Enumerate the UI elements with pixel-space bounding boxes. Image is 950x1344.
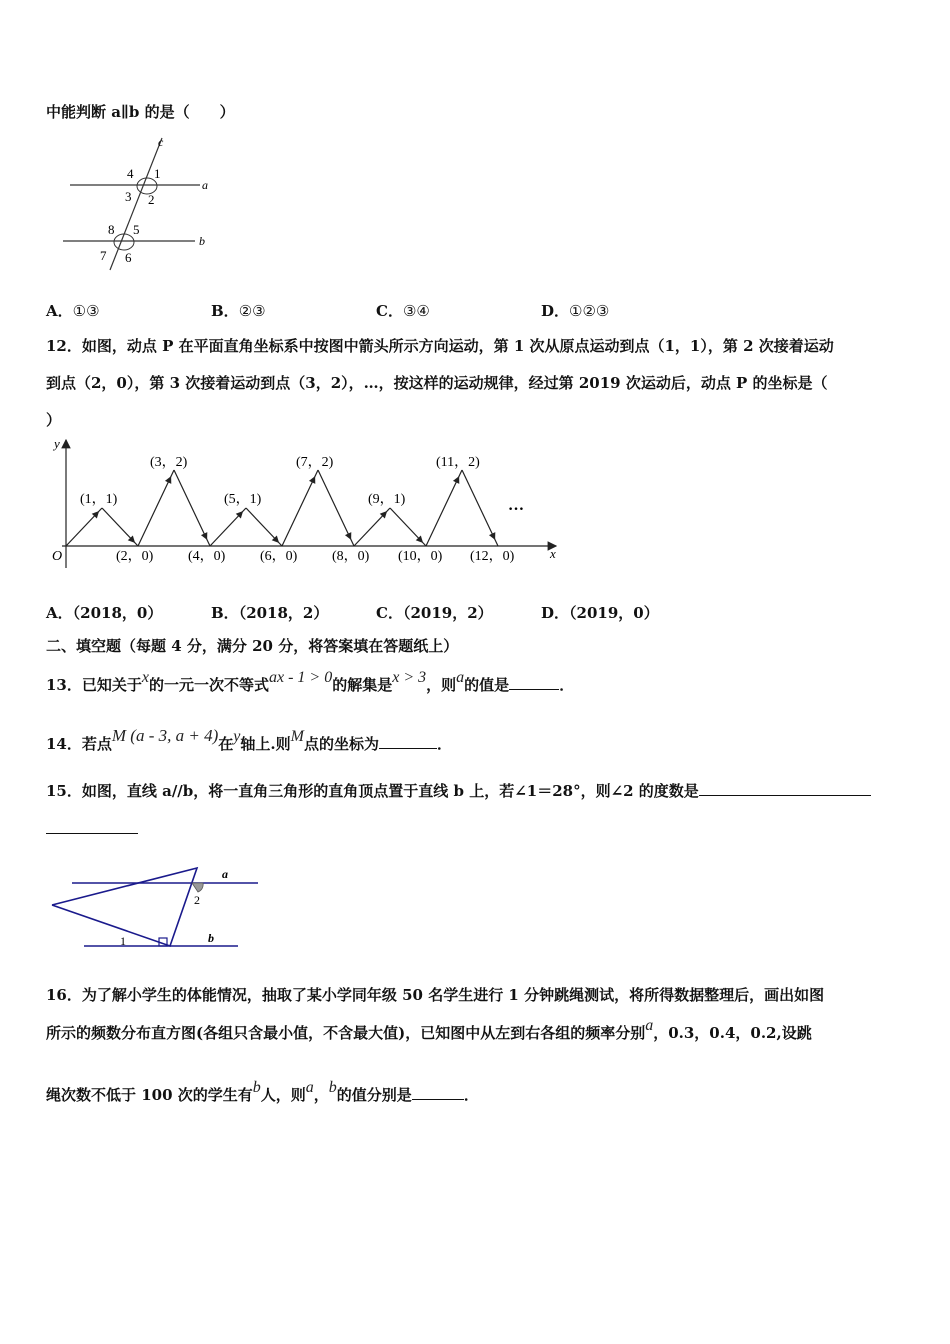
q12-line1: 12．如图，动点 P 在平面直角坐标系中按图中箭头所示方向运动，第 1 次从原点运动到点（1，1），第 2 次接着运动 bbox=[46, 337, 834, 355]
q13-text-4: ，则 bbox=[426, 676, 457, 694]
q13-text-6: ． bbox=[559, 676, 575, 694]
label-a: a bbox=[202, 178, 208, 192]
label-c: c bbox=[158, 135, 164, 149]
peak-label-11: (11，2) bbox=[436, 455, 480, 470]
label-4: 4 bbox=[127, 166, 134, 181]
label-8: 8 bbox=[108, 222, 115, 237]
q14-math-m: M bbox=[290, 728, 304, 745]
q13-math-solution: x > 3 bbox=[392, 669, 427, 686]
angle-arc-bottom bbox=[114, 234, 134, 250]
q16-line1: 16．为了解小学生的体能情况，抽取了某小学同年级 50 名学生进行 1 分钟跳绳测试，将所得数据整理后，画出如图 bbox=[46, 986, 825, 1004]
q15-line1 bbox=[46, 781, 871, 801]
option-text: （2019，0） bbox=[569, 604, 659, 622]
q16-math-a2: a bbox=[305, 1079, 314, 1096]
q11-option-c[interactable] bbox=[376, 301, 430, 321]
q16-text-7: ． bbox=[463, 1086, 479, 1104]
q11-option-d[interactable] bbox=[541, 301, 609, 321]
q14-math-point: M (a - 3, a + 4) bbox=[111, 726, 219, 745]
base-label-12: (12，0) bbox=[470, 549, 515, 564]
base-label-8: (8，0) bbox=[332, 549, 370, 564]
q13-math-a: a bbox=[456, 669, 465, 686]
label-1: 1 bbox=[120, 934, 126, 948]
peak-label-5: (5，1) bbox=[224, 492, 262, 507]
base-label-4: (4，0) bbox=[188, 549, 226, 564]
label-7: 7 bbox=[100, 248, 107, 263]
q14-text-3: 轴上.则 bbox=[240, 735, 291, 753]
q11-option-a[interactable] bbox=[46, 301, 100, 321]
q16-text-2: ，0.3，0.4，0.2,设跳 bbox=[653, 1024, 812, 1042]
q12-option-a[interactable] bbox=[46, 603, 162, 623]
q12-figure bbox=[44, 434, 564, 574]
q16-answer-blank[interactable] bbox=[412, 1085, 464, 1100]
option-letter: C． bbox=[376, 302, 403, 320]
option-text: ①③ bbox=[72, 302, 100, 320]
q11-stem-tail: 中能判断 a∥b 的是（ ） bbox=[46, 103, 235, 121]
option-letter: D． bbox=[541, 302, 570, 320]
option-text: （2018，2） bbox=[238, 604, 329, 622]
label-3: 3 bbox=[125, 189, 132, 204]
label-5: 5 bbox=[133, 222, 140, 237]
option-letter: C． bbox=[376, 604, 403, 622]
q14-text-5: ． bbox=[436, 735, 452, 753]
q12-line3: ） bbox=[46, 411, 62, 429]
option-letter: B． bbox=[211, 302, 239, 320]
section-2-title: 二、填空题（每题 4 分，满分 20 分，将答案填在答题纸上） bbox=[46, 637, 459, 655]
label-2: 2 bbox=[148, 192, 155, 207]
q15-answer-blank-2[interactable] bbox=[46, 833, 138, 834]
q11-option-b[interactable] bbox=[211, 301, 266, 321]
q16-line3 bbox=[46, 1079, 479, 1106]
x-axis-label: x bbox=[550, 546, 556, 561]
option-letter: A． bbox=[46, 604, 73, 622]
q12-option-c[interactable] bbox=[376, 603, 493, 623]
option-letter: D． bbox=[541, 604, 570, 622]
peak-label-9: (9，1) bbox=[368, 492, 406, 507]
q16-text-4: 人，则 bbox=[260, 1086, 306, 1104]
label-b: b bbox=[208, 931, 214, 945]
q14-line bbox=[46, 726, 452, 755]
base-label-2: (2，0) bbox=[116, 549, 154, 564]
q13-text-1: 13．已知关于 bbox=[46, 676, 142, 694]
q13-math-x: x bbox=[141, 669, 149, 686]
q14-text-1: 14．若点 bbox=[46, 735, 112, 753]
option-text: （2018，0） bbox=[72, 604, 163, 622]
ellipsis: … bbox=[508, 497, 524, 514]
q13-text-3: 的解集是 bbox=[332, 676, 393, 694]
q15-text: 15．如图，直线 a//b，将一直角三角形的直角顶点置于直线 b 上，若∠1＝28°，则∠2 的度数是 bbox=[46, 782, 699, 800]
q14-math-y: y bbox=[233, 728, 241, 745]
q11-figure bbox=[55, 130, 225, 270]
q16-text-1: 所示的频数分布直方图(各组只含最小值，不含最大值)，已知图中从左到右各组的频率分别 bbox=[46, 1024, 646, 1042]
q12-line2: 到点（2，0），第 3 次接着运动到点（3，2），…，按这样的运动规律，经过第 2019 次运动后，动点 P 的坐标是（ bbox=[46, 374, 828, 392]
q13-text-5: 的值是 bbox=[464, 676, 510, 694]
q13-text-2: 的一元一次不等式 bbox=[148, 676, 269, 694]
label-6: 6 bbox=[125, 250, 132, 265]
option-text: ②③ bbox=[238, 302, 266, 320]
q13-line bbox=[46, 669, 575, 696]
q16-text-3: 绳次数不低于 100 次的学生有 bbox=[46, 1086, 253, 1104]
option-text: ③④ bbox=[402, 302, 430, 320]
peak-label-3: (3，2) bbox=[150, 455, 188, 470]
option-letter: A． bbox=[46, 302, 73, 320]
q16-text-6: 的值分别是 bbox=[336, 1086, 412, 1104]
q16-math-b: b bbox=[252, 1079, 261, 1096]
q15-figure bbox=[46, 860, 266, 955]
q13-answer-blank[interactable] bbox=[509, 675, 559, 690]
origin-label: O bbox=[52, 549, 63, 564]
q16-math-a: a bbox=[645, 1017, 654, 1034]
option-letter: B． bbox=[211, 604, 239, 622]
option-text: ①②③ bbox=[569, 302, 610, 320]
q14-text-4: 点的坐标为 bbox=[303, 735, 379, 753]
q12-option-d[interactable] bbox=[541, 603, 659, 623]
q12-option-b[interactable] bbox=[211, 603, 328, 623]
q14-answer-blank[interactable] bbox=[379, 734, 437, 749]
q16-text-5: ， bbox=[313, 1086, 329, 1104]
q16-math-b2: b bbox=[328, 1079, 337, 1096]
y-axis-label: y bbox=[54, 436, 60, 451]
label-b: b bbox=[199, 234, 205, 248]
option-text: （2019，2） bbox=[402, 604, 493, 622]
label-2: 2 bbox=[194, 893, 200, 907]
label-1: 1 bbox=[154, 166, 161, 181]
q14-text-2: 在 bbox=[218, 735, 234, 753]
q16-line2 bbox=[46, 1017, 812, 1044]
base-label-6: (6，0) bbox=[260, 549, 298, 564]
q13-math-inequality: ax - 1 > 0 bbox=[269, 669, 333, 686]
base-label-10: (10，0) bbox=[398, 549, 443, 564]
label-a: a bbox=[222, 867, 228, 881]
peak-label-1: (1，1) bbox=[80, 492, 118, 507]
angle-2-shade bbox=[192, 883, 203, 892]
peak-label-7: (7，2) bbox=[296, 455, 334, 470]
q15-answer-blank-1[interactable] bbox=[699, 781, 871, 796]
